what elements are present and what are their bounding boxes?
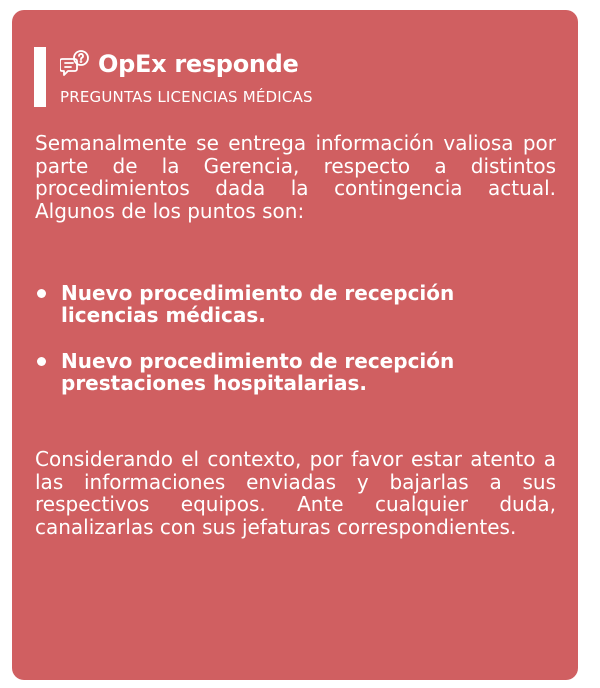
bullet-list	[35, 282, 556, 418]
bullet-dot	[37, 289, 46, 298]
card-subtitle: PREGUNTAS LICENCIAS MÉDICAS	[60, 88, 313, 106]
title-row	[60, 47, 299, 81]
intro-paragraph: Semanalmente se entrega información valiosa por parte de la Gerencia, respecto a distintos procedimientos dada la contingencia actual. Algunos de los puntos son:	[35, 131, 556, 223]
chat-question-icon	[60, 49, 90, 79]
list-item	[35, 350, 556, 394]
bullet-dot	[37, 357, 46, 366]
closing-paragraph: Considerando el contexto, por favor estar atento a las informaciones enviadas y bajarlas a sus respectivos equipos. Ante cualquier duda, canalizarlas con sus jefaturas correspondientes.	[35, 447, 556, 539]
list-item	[35, 282, 556, 326]
list-item-text: Nuevo procedimiento de recepción prestaciones hospitalarias.	[61, 349, 455, 395]
card-header	[34, 47, 534, 107]
accent-bar	[34, 47, 46, 107]
opex-info-card	[12, 10, 578, 680]
list-item-text: Nuevo procedimiento de recepción licencias médicas.	[61, 281, 455, 327]
card-title: OpEx responde	[98, 50, 299, 78]
